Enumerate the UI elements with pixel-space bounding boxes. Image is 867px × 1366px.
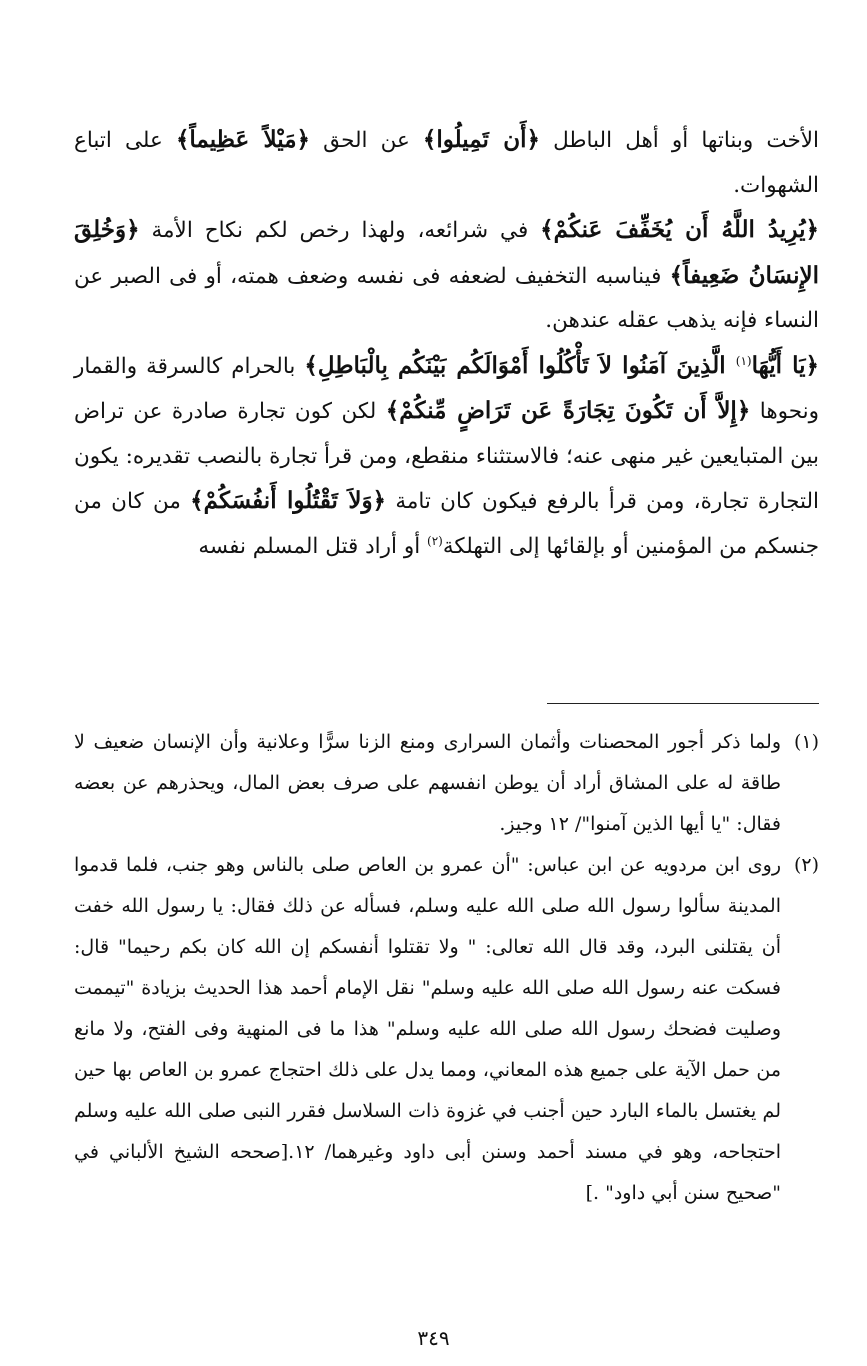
footnote-divider — [547, 703, 819, 704]
footnote-number: (١) — [793, 731, 819, 753]
text-segment: لكن كون تجارة صادرة عن تراض بين المتبايعين غير منهى عنه؛ فالاستثناء منقطع، ومن قرأ تجارة بالنصب تقديره: يكون التجارة تجارة، ومن قرأ بالرفع فيكون كان تامة — [74, 399, 820, 514]
quran-quote: ﴿يَا أَيُّهَا — [751, 351, 819, 379]
quran-quote: ﴿يُرِيدُ اللَّهُ أَن يُخَفِّفَ عَنكُمْ﴾ — [540, 216, 819, 243]
text-segment: الأخت وبناتها أو أهل الباطل — [539, 128, 819, 153]
text-segment: فيناسبه التخفيف لضعفه فى نفسه وضعف همته، أو فى الصبر عن النساء فإنه يذهب عقله عندهن. — [74, 263, 819, 333]
quran-quote: الَّذِينَ آمَنُوا لاَ تَأْكُلُوا أَمْوَالَكُم بَيْنَكُم بِالْبَاطِلِ﴾ — [304, 351, 736, 379]
footnote-text: روى ابن مردويه عن ابن عباس: "أن عمرو بن العاص صلى بالناس وهو جنب، فلما قدموا المدينة سألوا رسول الله صلى الله عليه وسلم، فسأله عن ذلك فقال: يا رسول الله خفت أن يقتلنى البرد، وقد قال الله تعالى: " ولا تقتلوا أنفسكم إن الله كان بكم رحيما" قال: فسكت عنه رسول الله صلى الله عليه وسلم" نقل الإمام أحمد هذا الحديث بزيادة "تيممت وصليت فضحك رسول الله صلى الله عليه وسلم" هذا ما فى المنهية وفى الفتح، ولا مانع من حمل الآية على جميع هذه المعاني، ومما يدل على ذلك احتجاج عمرو بن العاص بها حين لم يغتسل بالماء البارد حين أجنب في غزوة ذات السلاسل فقرر النبى صلى الله عليه وسلم احتجاحه، وهو في مسند أحمد وسنن أبى داود وغيرهما/ ١٢.[صححه الشيخ الألباني في "صحيح سنن أبي داود" .] — [74, 854, 781, 1204]
quran-quote: ﴿وَخُلِقَ الإِنسَانُ ضَعِيفاً﴾ — [74, 216, 819, 289]
footnote-text: ولما ذكر أجور المحصنات وأثمان السرارى ومنع الزنا سرًّا وعلانية وأن الإنسان ضعيف لا طاقة له على المشاق أراد أن يوطن انفسهم على صرف بعض المال، ويحذرهم عن بعضه فقال: "يا أيها الذين آمنوا"/ ١٢ وجيز. — [74, 731, 781, 835]
footnote-ref-2[interactable]: (٢) — [427, 533, 443, 548]
page-number: ٣٤٩ — [417, 1326, 450, 1350]
text-segment: على اتباع الشهوات. — [74, 128, 819, 198]
footnotes — [74, 722, 819, 1214]
paragraph-1 — [74, 118, 819, 208]
footnote-2 — [74, 845, 819, 1214]
quran-quote: ﴿وَلاَ تَقْتُلُوا أَنفُسَكُمْ﴾ — [190, 487, 387, 514]
footnote-number: (٢) — [793, 854, 819, 876]
main-text — [74, 118, 819, 569]
text-segment: بالحرام كالسرقة والقمار ونحوها — [74, 353, 820, 424]
footnote-1 — [74, 722, 819, 845]
paragraph-2 — [74, 208, 819, 344]
paragraph-3 — [74, 344, 819, 570]
text-segment: في شرائعه، ولهذا رخص لكم نكاح الأمة — [139, 218, 541, 243]
quran-quote: ﴿أَن تَمِيلُوا﴾ — [422, 126, 540, 153]
text-segment: من كان من جنسكم من المؤمنين أو بإلقائها إلى التهلكة — [74, 489, 819, 559]
quran-quote: ﴿إِلاَّ أَن تَكُونَ تِجَارَةً عَن تَرَاضٍ مِّنكُمْ﴾ — [385, 397, 751, 424]
footnote-ref-1[interactable]: (١) — [735, 353, 752, 368]
text-segment: أو أراد قتل المسلم نفسه — [198, 533, 428, 559]
quran-quote: ﴿مَيْلاً عَظِيماً﴾ — [175, 126, 311, 153]
text-segment: عن الحق — [310, 128, 423, 153]
